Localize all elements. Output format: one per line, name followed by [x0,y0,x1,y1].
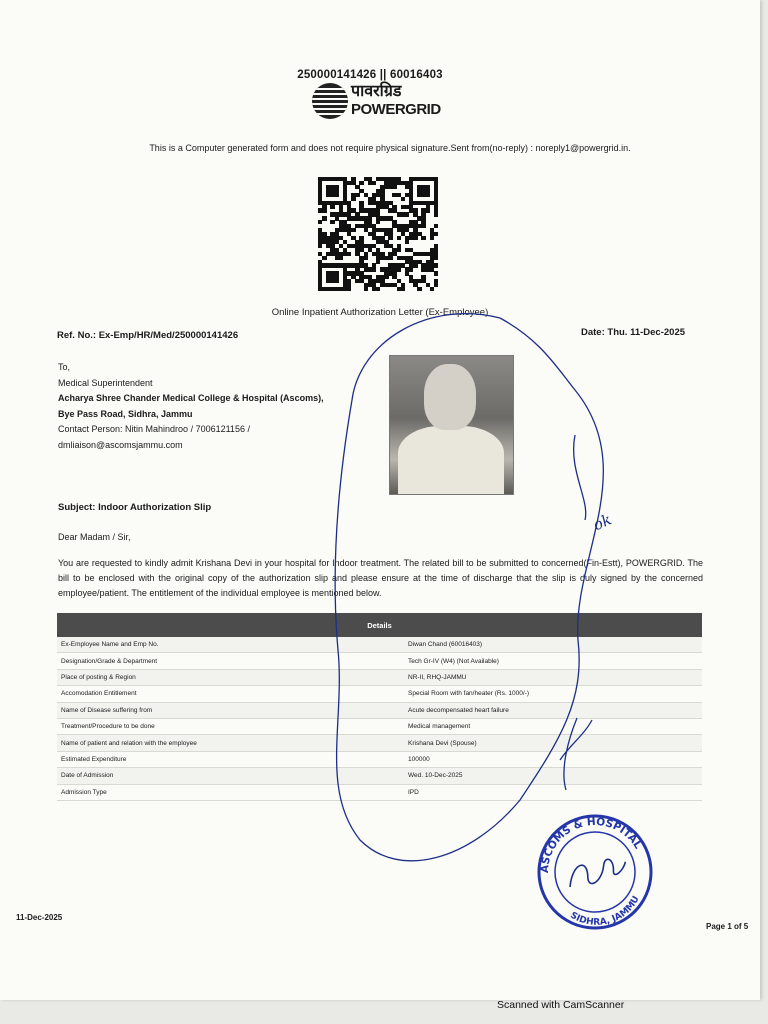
qr-module [372,181,376,185]
recipient-address [58,360,324,453]
row-label: Ex-Employee Name and Emp No. [57,637,404,653]
patient-photo [389,355,514,495]
qr-module [376,260,380,264]
hospital-name: Acharya Shree Chander Medical College & Hospital (Ascoms), [58,393,324,403]
row-value: Acute decompensated heart failure [404,702,702,718]
body-paragraph: You are requested to kindly admit Krishana Devi in your hospital for Indoor treatment. The related bill to be submitted to concerned(Fin-Estt), POWERGRID. The bill to be enclosed with the original copy of the authorization slip and please ensure at the time of discharge that the slip is duly signed by the concerned employee/patient. The entitlement of the individual employee is mentioned below. [58,558,703,598]
hospital-address: Bye Pass Road, Sidhra, Jammu [58,408,193,419]
qr-module [347,287,351,291]
qr-module [413,263,417,267]
photo-scarf [398,426,504,494]
qr-module [322,216,326,220]
to-line: To, [58,362,71,372]
row-value: Diwan Chand (60016403) [404,637,702,653]
qr-module [330,205,334,209]
qr-module [376,287,380,291]
qr-module [330,220,334,224]
globe-icon [312,83,348,119]
reference-numbers: 250000141426 || 60016403 [297,69,443,81]
table-row [57,718,702,734]
qr-module [335,279,339,283]
qr-module [401,197,405,201]
scanner-watermark: Scanned with CamScanner [497,999,625,1011]
qr-module [401,287,405,291]
qr-module [392,185,396,189]
qr-module [421,224,425,228]
subject-line: Subject: Indoor Authorization Slip [58,502,212,513]
letter-date: Date: Thu. 11-Dec-2025 [581,327,686,338]
table-row [57,768,702,784]
row-label: Estimated Expenditure [57,751,404,767]
qr-module [364,287,368,291]
row-value: Special Room with fan/heater (Rs. 1000/-) [404,686,702,702]
powergrid-logo-icon [312,83,442,121]
qr-module [417,287,421,291]
row-value: NR-II, RHQ-JAMMU [404,669,702,685]
row-label: Place of posting & Region [57,669,404,685]
qr-module [409,267,413,271]
qr-module [318,244,322,248]
qr-module [372,267,376,271]
qr-module [388,236,392,240]
qr-module [388,256,392,260]
qr-module [413,236,417,240]
contact-email: dmliaison@ascomsjammu.com [58,439,183,450]
qr-module [339,256,343,260]
table-row [57,686,702,702]
qr-module [364,256,368,260]
qr-module [355,193,359,197]
qr-module [351,197,355,201]
reference-number: Ref. No.: Ex-Emp/HR/Med/250000141426 [57,330,239,341]
qr-module [359,181,363,185]
row-value: IPD [404,784,702,800]
table-row [57,702,702,718]
qr-module [434,283,438,287]
qr-module [434,232,438,236]
stamp-text-bottom: SIDHRA, JAMMU [568,894,642,928]
logo-hindi-text: पावरग्रिड [351,83,402,100]
recipient-title: Medical Superintendent [58,377,153,388]
row-label: Accomodation Entitlement [57,686,404,702]
footer-date: 11-Dec-2025 [16,913,63,922]
row-label: Name of Disease suffering from [57,702,404,718]
table-row [57,735,702,751]
row-value: Medical management [404,718,702,734]
stamp-text-top: ASCOMS & HOSPITAL [538,815,644,874]
qr-module [434,263,438,267]
qr-module [397,267,401,271]
qr-module [351,228,355,232]
row-label: Designation/Grade & Department [57,653,404,669]
table-row [57,669,702,685]
row-value: Wed. 10-Dec-2025 [404,768,702,784]
qr-module [405,240,409,244]
logo-english-text: POWERGRID [351,101,441,118]
photo-face [424,364,476,430]
qr-module [384,275,388,279]
letter-title: Online Inpatient Authorization Letter (Ex-Employee) [271,307,489,318]
qr-module [347,252,351,256]
disclaimer-text: This is a Computer generated form and does not require physical signature.Sent from(no-reply) : noreply1@powergrid.in. [149,143,631,153]
qr-code-icon [318,177,438,291]
qr-module [426,193,430,197]
ink-ok: ok [590,510,615,535]
table-row [57,784,702,800]
details-table [57,613,702,801]
row-label: Date of Admission [57,768,404,784]
table-row [57,653,702,669]
qr-module [322,208,326,212]
qr-module [430,236,434,240]
qr-module [335,193,339,197]
row-label: Admission Type [57,784,404,800]
qr-module [426,208,430,212]
row-value: 100000 [404,751,702,767]
details-heading: Details [57,613,702,637]
row-label: Treatment/Procedure to be done [57,718,404,734]
qr-module [430,287,434,291]
qr-module [421,236,425,240]
qr-module [434,271,438,275]
qr-module [318,220,322,224]
salutation: Dear Madam / Sir, [58,532,131,542]
qr-module [434,256,438,260]
row-value: Krishana Devi (Spouse) [404,735,702,751]
qr-module [405,212,409,216]
qr-module [397,248,401,252]
page-number: Page 1 of 5 [706,922,749,931]
table-row [57,637,702,653]
table-row [57,751,702,767]
qr-module [397,236,401,240]
qr-module [434,212,438,216]
qr-module [376,220,380,224]
row-label: Name of patient and relation with the employee [57,735,404,751]
qr-module [322,256,326,260]
qr-module [434,224,438,228]
row-value: Tech Gr-IV (W4) (Not Available) [404,653,702,669]
contact-person: Contact Person: Nitin Mahindroo / 7006121156 / [58,424,250,434]
